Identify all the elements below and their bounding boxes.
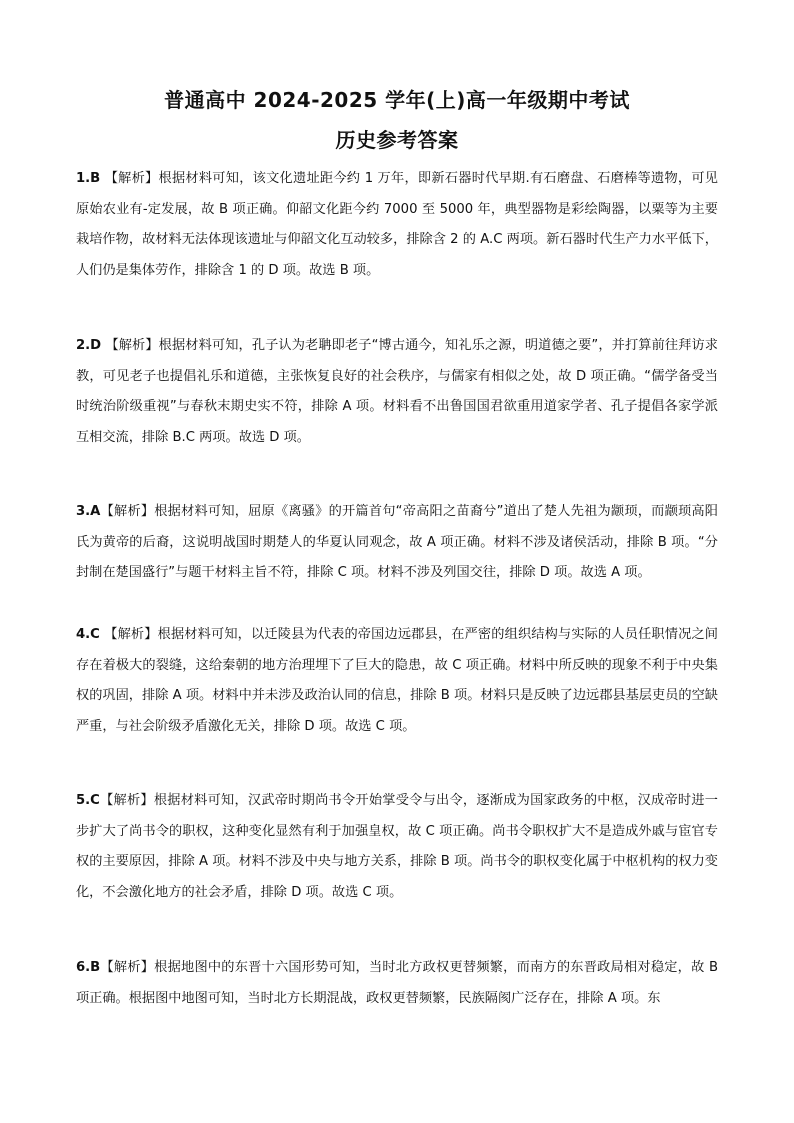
answer-explanation: 【解析】根据材料可知，屈原《离骚》的开篇首句“帝高阳之苗裔兮”道出了楚人先祖为颛顼，而颛顼高阳氏为黄帝的后裔，这说明战国时期楚人的华夏认同观念，故 A 项正确。材料不涉及诸侯活动，排除 B 项。“分封制在楚国盛行”与题干材料主旨不符，排除 C 项。材料不涉及列国交往，排除 D 项。故选 A 项。 [76, 504, 718, 580]
answer-number: 6.B [76, 960, 101, 975]
answer-paragraph-6 [76, 953, 718, 1014]
answer-explanation: 【解析】根据材料可知，孔子认为老聃即老子“博古通今，知礼乐之源，明道德之要”，并打算前往拜访求教，可见老子也提倡礼乐和道德，主张恢复良好的社会秩序，与儒家有相似之处，故 D 项正确。“儒学备受当时统治阶级重视”与春秋末期史实不符，排除 A 项。材料看不出鲁国国君欲重用道家学者、孔子提倡各家学派互相交流，排除 B.C 两项。故选 D 项。 [76, 338, 718, 445]
document-title: 普通高中 2024-2025 学年(上)高一年级期中考试 [164, 88, 630, 112]
answer-paragraph-3 [76, 497, 718, 589]
answer-explanation: 【解析】根据材料可知，以迁陵县为代表的帝国边远郡县，在严密的组织结构与实际的人员任职情况之间存在着极大的裂缝，这给秦朝的地方治理埋下了巨大的隐患，故 C 项正确。材料中所反映的现象不利于中央集权的巩固，排除 A 项。材料中并未涉及政治认同的信息，排除 B 项。材料只是反映了边远郡县基层吏员的空缺严重，与社会阶级矛盾激化无关，排除 D 项。故选 C 项。 [76, 627, 718, 734]
answer-paragraph-1 [76, 164, 718, 286]
answer-paragraph-4 [76, 620, 718, 742]
answer-explanation: 【解析】根据材料可知，汉武帝时期尚书令开始掌受令与出令，逐渐成为国家政务的中枢，汉成帝时进一步扩大了尚书令的职权，这种变化显然有利于加强皇权，故 C 项正确。尚书令职权扩大不是造成外戚与宦官专权的主要原因，排除 A 项。材料不涉及中央与地方关系，排除 B 项。尚书令的职权变化属于中枢机构的权力变化，不会激化地方的社会矛盾，排除 D 项。故选 C 项。 [76, 793, 718, 900]
answer-paragraph-2 [76, 331, 718, 453]
document-subtitle: 历史参考答案 [335, 128, 459, 152]
answer-explanation: 【解析】根据材料可知，该文化遗址距今约 1 万年，即新石器时代早期.有石磨盘、石磨棒等遗物，可见原始农业有-定发展，故 B 项正确。仰韶文化距今约 7000 至 5000 年，典型器物是彩绘陶器，以粟等为主要栽培作物，故材料无法体现该遗址与仰韶文化互动较多，排除含 2 的 A.C 两项。新石器时代生产力水平低下，人们仍是集体劳作，排除含 1 的 D 项。故选 B 项。 [76, 171, 718, 278]
answer-number: 3.A [76, 504, 101, 519]
answer-number: 1.B [76, 171, 101, 186]
answer-paragraph-5 [76, 786, 718, 908]
answer-explanation: 【解析】根据地图中的东晋十六国形势可知，当时北方政权更替频繁，而南方的东晋政局相对稳定，故 B 项正确。根据图中地图可知，当时北方长期混战，政权更替频繁，民族隔阂广泛存在，排除 A 项。东 [76, 960, 718, 1006]
answer-number: 5.C [76, 793, 100, 808]
answer-number: 4.C [76, 627, 100, 642]
answer-number: 2.D [76, 338, 102, 353]
